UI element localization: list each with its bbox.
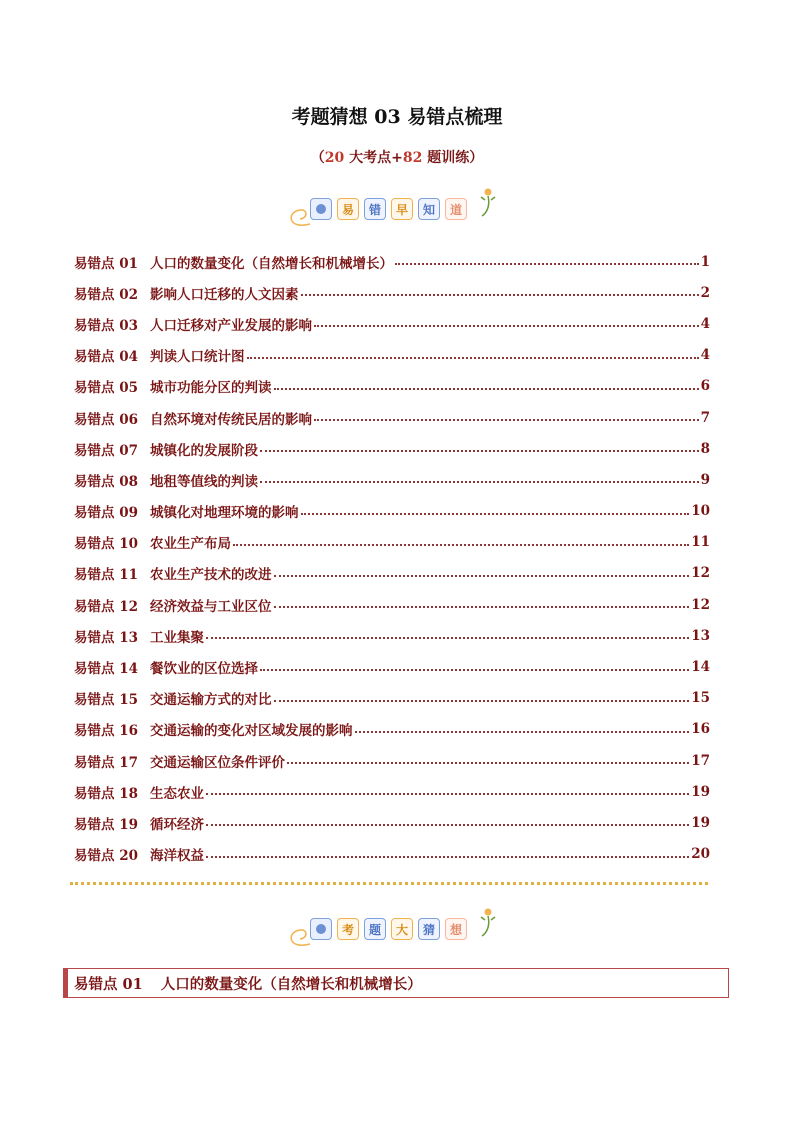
toc-entry-title: 人口的数量变化（自然增长和机械增长） <box>150 255 393 272</box>
toc-entry[interactable] <box>74 308 710 339</box>
toc-entry-title: 地租等值线的判读 <box>150 473 258 490</box>
toc-entry[interactable] <box>74 496 710 527</box>
toc-entry-label: 易错点 15 <box>74 692 138 709</box>
toc-entry-title: 交通运输区位条件评价 <box>150 754 285 771</box>
toc-leader-dots <box>274 387 699 390</box>
toc-entry-page: 10 <box>691 503 710 520</box>
toc-entry-page: 13 <box>691 627 710 644</box>
toc-leader-dots <box>233 543 689 546</box>
toc-entry-page: 1 <box>700 253 710 270</box>
section-heading-label: 易错点 01 <box>74 975 143 993</box>
toc-entry-label: 易错点 16 <box>74 723 138 740</box>
toc-entry[interactable] <box>74 558 710 589</box>
toc-leader-dots <box>260 480 699 483</box>
banner-char: 考 <box>337 918 359 940</box>
toc-entry-title: 判读人口统计图 <box>150 349 245 366</box>
toc-entry[interactable] <box>74 527 710 558</box>
toc-entry-label: 易错点 07 <box>74 442 138 459</box>
toc-entry[interactable] <box>74 714 710 745</box>
toc-entry[interactable] <box>74 402 710 433</box>
toc-leader-dots <box>314 324 699 327</box>
toc-entry-title: 循环经济 <box>150 816 204 833</box>
page-subtitle <box>0 147 794 167</box>
toc-leader-dots <box>206 792 689 795</box>
banner-char: 易 <box>337 198 359 220</box>
toc-entry-label: 易错点 12 <box>74 598 138 615</box>
toc-entry-label: 易错点 20 <box>74 848 138 865</box>
section-heading-title: 人口的数量变化（自然增长和机械增长） <box>160 975 422 993</box>
page-title: 考题猜想 03 易错点梳理 <box>291 106 503 128</box>
toc-entry[interactable] <box>74 277 710 308</box>
banner-char: 猜 <box>418 918 440 940</box>
toc-entry-title: 农业生产技术的改进 <box>150 567 272 584</box>
toc-entry-label: 易错点 02 <box>74 286 138 303</box>
toc-entry-page: 11 <box>691 534 710 551</box>
toc-entry[interactable] <box>74 433 710 464</box>
toc-leader-dots <box>247 356 699 359</box>
banner-char: 题 <box>364 918 386 940</box>
toc-entry[interactable] <box>74 776 710 807</box>
subtitle-open: （ <box>310 150 325 166</box>
toc-entry-page: 19 <box>691 783 710 800</box>
toc-entry-title: 人口迁移对产业发展的影响 <box>150 317 312 334</box>
section-divider <box>70 882 708 885</box>
toc-entry-label: 易错点 04 <box>74 349 138 366</box>
toc-leader-dots <box>206 855 689 858</box>
toc-entry-label: 易错点 13 <box>74 629 138 646</box>
toc-entry-title: 城市功能分区的判读 <box>150 380 272 397</box>
toc-entry[interactable] <box>74 683 710 714</box>
toc-entry[interactable] <box>74 620 710 651</box>
section-heading <box>63 968 729 998</box>
banner-char: 大 <box>391 918 413 940</box>
banner-char: 错 <box>364 198 386 220</box>
toc-entry[interactable] <box>74 807 710 838</box>
toc-leader-dots <box>314 418 699 421</box>
toc-entry-page: 19 <box>691 814 710 831</box>
banner-dot-icon <box>310 198 332 220</box>
toc-entry-title: 餐饮业的区位选择 <box>150 661 258 678</box>
toc-entry-title: 工业集聚 <box>150 629 204 646</box>
toc-entry-page: 17 <box>691 752 710 769</box>
toc-entry[interactable] <box>74 589 710 620</box>
toc-entry[interactable] <box>74 464 710 495</box>
toc-entry-label: 易错点 11 <box>74 567 138 584</box>
toc-entry-title: 城镇化的发展阶段 <box>150 442 258 459</box>
toc-entry-title: 生态农业 <box>150 785 204 802</box>
toc-entry-page: 2 <box>700 284 710 301</box>
toc-leader-dots <box>260 449 699 452</box>
toc-entry-label: 易错点 09 <box>74 505 138 522</box>
toc-leader-dots <box>260 668 689 671</box>
banner-dot-icon <box>310 918 332 940</box>
toc-entry-title: 海洋权益 <box>150 848 204 865</box>
toc-leader-dots <box>395 262 699 265</box>
banner-char: 早 <box>391 198 413 220</box>
toc-entry[interactable] <box>74 246 710 277</box>
toc-leader-dots <box>287 761 689 764</box>
toc-entry-page: 4 <box>700 315 710 332</box>
toc-entry[interactable] <box>74 839 710 870</box>
toc-entry-page: 4 <box>700 347 710 364</box>
subtitle-close: 题训练） <box>422 150 484 166</box>
toc-entry-page: 7 <box>700 409 710 426</box>
banner-char: 想 <box>445 918 467 940</box>
toc-entry-label: 易错点 05 <box>74 380 138 397</box>
toc-entry-page: 12 <box>691 565 710 582</box>
toc-entry-title: 自然环境对传统民居的影响 <box>150 411 312 428</box>
toc-entry-label: 易错点 14 <box>74 661 138 678</box>
toc-entry-label: 易错点 17 <box>74 754 138 771</box>
toc-entry-label: 易错点 08 <box>74 473 138 490</box>
toc-entry-label: 易错点 10 <box>74 536 138 553</box>
toc-leader-dots <box>274 574 690 577</box>
toc-entry-page: 8 <box>700 440 710 457</box>
toc-entry-page: 12 <box>691 596 710 613</box>
toc-entry-page: 20 <box>691 846 710 863</box>
table-of-contents <box>74 246 710 870</box>
toc-leader-dots <box>301 293 699 296</box>
banner-top <box>0 186 794 232</box>
subtitle-count-questions: 82 <box>402 150 423 166</box>
toc-entry-title: 影响人口迁移的人文因素 <box>150 286 299 303</box>
toc-entry[interactable] <box>74 371 710 402</box>
subtitle-count-topics: 20 <box>324 150 345 166</box>
toc-entry-label: 易错点 19 <box>74 816 138 833</box>
banner-char: 知 <box>418 198 440 220</box>
toc-entry[interactable] <box>74 651 710 682</box>
toc-entry-page: 9 <box>700 471 710 488</box>
toc-entry-title: 交通运输方式的对比 <box>150 692 272 709</box>
toc-entry[interactable] <box>74 745 710 776</box>
toc-entry-title: 农业生产布局 <box>150 536 231 553</box>
toc-entry-title: 经济效益与工业区位 <box>150 598 272 615</box>
toc-entry-title: 城镇化对地理环境的影响 <box>150 505 299 522</box>
toc-leader-dots <box>274 605 690 608</box>
toc-entry-title: 交通运输的变化对区域发展的影响 <box>150 723 353 740</box>
toc-entry-page: 16 <box>691 721 710 738</box>
toc-entry-page: 14 <box>691 659 710 676</box>
toc-leader-dots <box>355 730 690 733</box>
subtitle-mid: 大考点+ <box>344 150 403 166</box>
toc-entry[interactable] <box>74 340 710 371</box>
toc-leader-dots <box>206 823 689 826</box>
toc-entry-page: 6 <box>700 378 710 395</box>
toc-leader-dots <box>301 512 690 515</box>
banner-char: 道 <box>445 198 467 220</box>
toc-leader-dots <box>206 636 689 639</box>
banner-bottom <box>0 906 794 952</box>
toc-leader-dots <box>274 699 690 702</box>
toc-entry-label: 易错点 18 <box>74 785 138 802</box>
toc-entry-label: 易错点 01 <box>74 255 138 272</box>
toc-entry-page: 15 <box>691 690 710 707</box>
toc-entry-label: 易错点 03 <box>74 317 138 334</box>
toc-entry-label: 易错点 06 <box>74 411 138 428</box>
